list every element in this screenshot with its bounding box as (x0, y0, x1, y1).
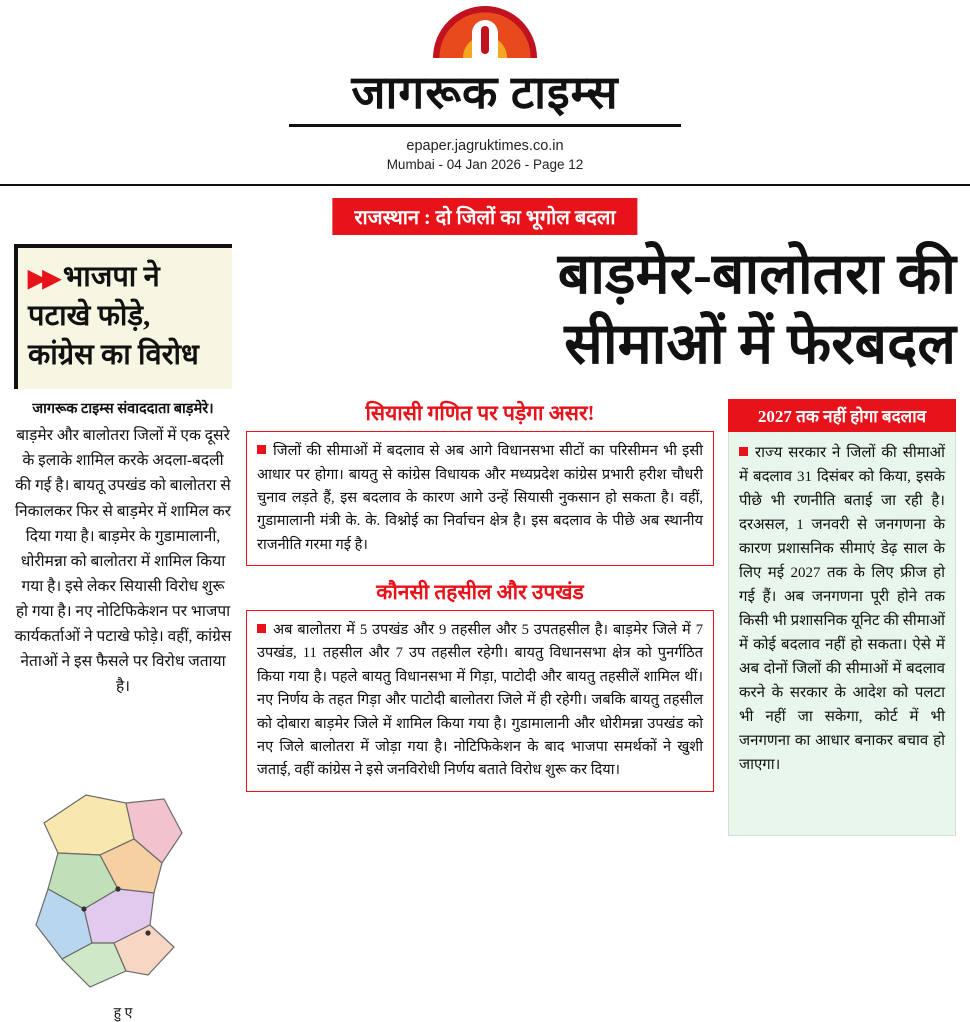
left-column-text: बाड़मेर और बालोतरा जिलों में एक दूसरे के इलाके शामिल करके अदला-बदली की गई है। बायतू उपखंड को बालोतरा से निकालकर फिर से बाड़मेर में शामिल कर दिया गया है। बाड़मेर के गुडामालानी, धोरीमन्ना को बालोतरा में शामिल किया गया है। इसे लेकर सियासी विरोध शुरू हो गया है। नए नोटिफिकेशन पर भाजपा कार्यकर्ताओं ने पटाखे फोड़े। वहीं, कांग्रेस नेताओं ने इस फैसले पर विरोध जताया है। (14, 427, 232, 696)
rajasthan-district-map (14, 703, 232, 1003)
masthead (0, 0, 970, 172)
middle-box-1-body (246, 431, 714, 566)
kicker-text: भाजपा ने पटाखे फोड़े, कांग्रेस का विरोध (28, 261, 199, 372)
section-banner: राजस्थान : दो जिलों का भूगोल बदला (332, 198, 637, 235)
masthead-logo (0, 6, 970, 72)
right-column-heading: 2027 तक नहीं होगा बदलाव (728, 399, 956, 432)
bullet-square-icon (257, 624, 266, 633)
headline-line-1: बाड़मेर-बालोतरा की (557, 243, 956, 306)
sun-rays-icon (433, 6, 537, 58)
middle-box-2-body (246, 610, 714, 791)
article-columns (0, 389, 970, 1022)
middle-box-1-heading: सियासी गणित पर पड़ेगा असर! (365, 401, 595, 426)
middle-box-2-heading: कौनसी तहसील और उपखंड (376, 580, 584, 605)
website-url[interactable]: epaper.jagruktimes.co.in (406, 138, 564, 154)
page-title: जागरूक टाइम्स (351, 67, 619, 118)
middle-column (232, 399, 728, 1022)
left-column (14, 399, 232, 1022)
middle-box-1-text-wrap (257, 440, 703, 557)
bullet-square-icon (257, 445, 266, 454)
right-column-text: राज्य सरकार ने जिलों की सीमाओं में बदलाव 31 दिसंबर को किया, इसके पीछे भी रणनीति बताई जा रही है। दरअसल, 1 जनवरी से जनगणना के कारण प्रशासनिक सीमाएं डेढ़ साल के लिए मई 2027 तक के लिए फ्रीज हो गई हैं। अब जनगणना पूरी होने तक किसी भी प्रशासनिक यूनिट की सीमाओं में कोई बदलाव नहीं हो सकता। ऐसे में अब दोनों जिलों की सीमाओं में बदलाव करने के सरकार के आदेश को पलटा भी नहीं जा सकेगा, कोर्ट में भी जनगणना का आधार बनाकर बचाव हो जाएगा। (739, 445, 945, 774)
map-caption: हु ए (113, 1006, 133, 1022)
kicker-box (14, 244, 232, 389)
right-column-body (728, 432, 956, 836)
headline-line-2: सीमाओं में फेरबदल (564, 312, 956, 376)
masthead-divider (289, 124, 681, 127)
kicker-text-wrap (28, 258, 222, 375)
byline: जागरूक टाइम्स संवाददाता बाड़मेरे। (32, 401, 214, 418)
right-column (728, 399, 956, 1022)
middle-box-2-text: अब बालोतरा में 5 उपखंड और 9 तहसील और 5 उपतहसील है। बाड़मेर जिले में 7 उपखंड, 11 तहसील और 7 उप तहसील रहेगी। बायतु विधानसभा क्षेत्र को पुनर्गठित किया गया है। पहले बायतु विधानसभा में गिड़ा, पाटोदी और बायतु तहसीलें शामिल थीं। नए निर्णय के तहत गिड़ा और पाटोदी बालोतरा जिले में ही रहेगी। जबकि बायतु तहसील को दोबारा बाड़मेर जिले में शामिल किया गया है। गुडामालानी और धोरीमन्ना उपखंड को नए जिले बालोतरा में जोड़ा गया है। नोटिफिकेशन के बाद भाजपा समर्थकों ने खुशी जताई, वहीं कांग्रेस ने इसे जनविरोधी निर्णय बताते विरोध शुरू कर दिया। (257, 622, 703, 779)
right-column-text-wrap (739, 441, 945, 777)
banner-row (0, 198, 970, 232)
main-headline (232, 240, 956, 379)
district-map-icon (14, 703, 232, 1003)
bullet-square-icon (739, 447, 748, 456)
middle-box-1 (246, 399, 714, 566)
headline-area (0, 232, 970, 389)
double-chevron-right-icon: ▶▶ (28, 266, 57, 292)
header-rule (0, 184, 970, 186)
middle-box-1-text: जिलों की सीमाओं में बदलाव से अब आगे विधानसभा सीटों का परिसीमन भी इसी आधार पर होगा। बायतु से कांग्रेस विधायक और मध्यप्रदेश कांग्रेस प्रभारी हरीश चौधरी चुनाव लड़ते हैं, इस बदलाव के कारण आगे उन्हें सियासी नुकसान हो सकता है। वहीं, गुडामालानी मंत्री के. के. विश्नोई का निर्वाचन क्षेत्र है। इस बदलाव के पीछे अब स्थानीय राजनीति गरमा गई है। (257, 443, 703, 553)
issue-line: Mumbai - 04 Jan 2026 - Page 12 (386, 157, 584, 172)
middle-box-2-text-wrap (257, 619, 703, 782)
middle-box-2 (246, 578, 714, 791)
sun-center-icon (472, 20, 498, 60)
